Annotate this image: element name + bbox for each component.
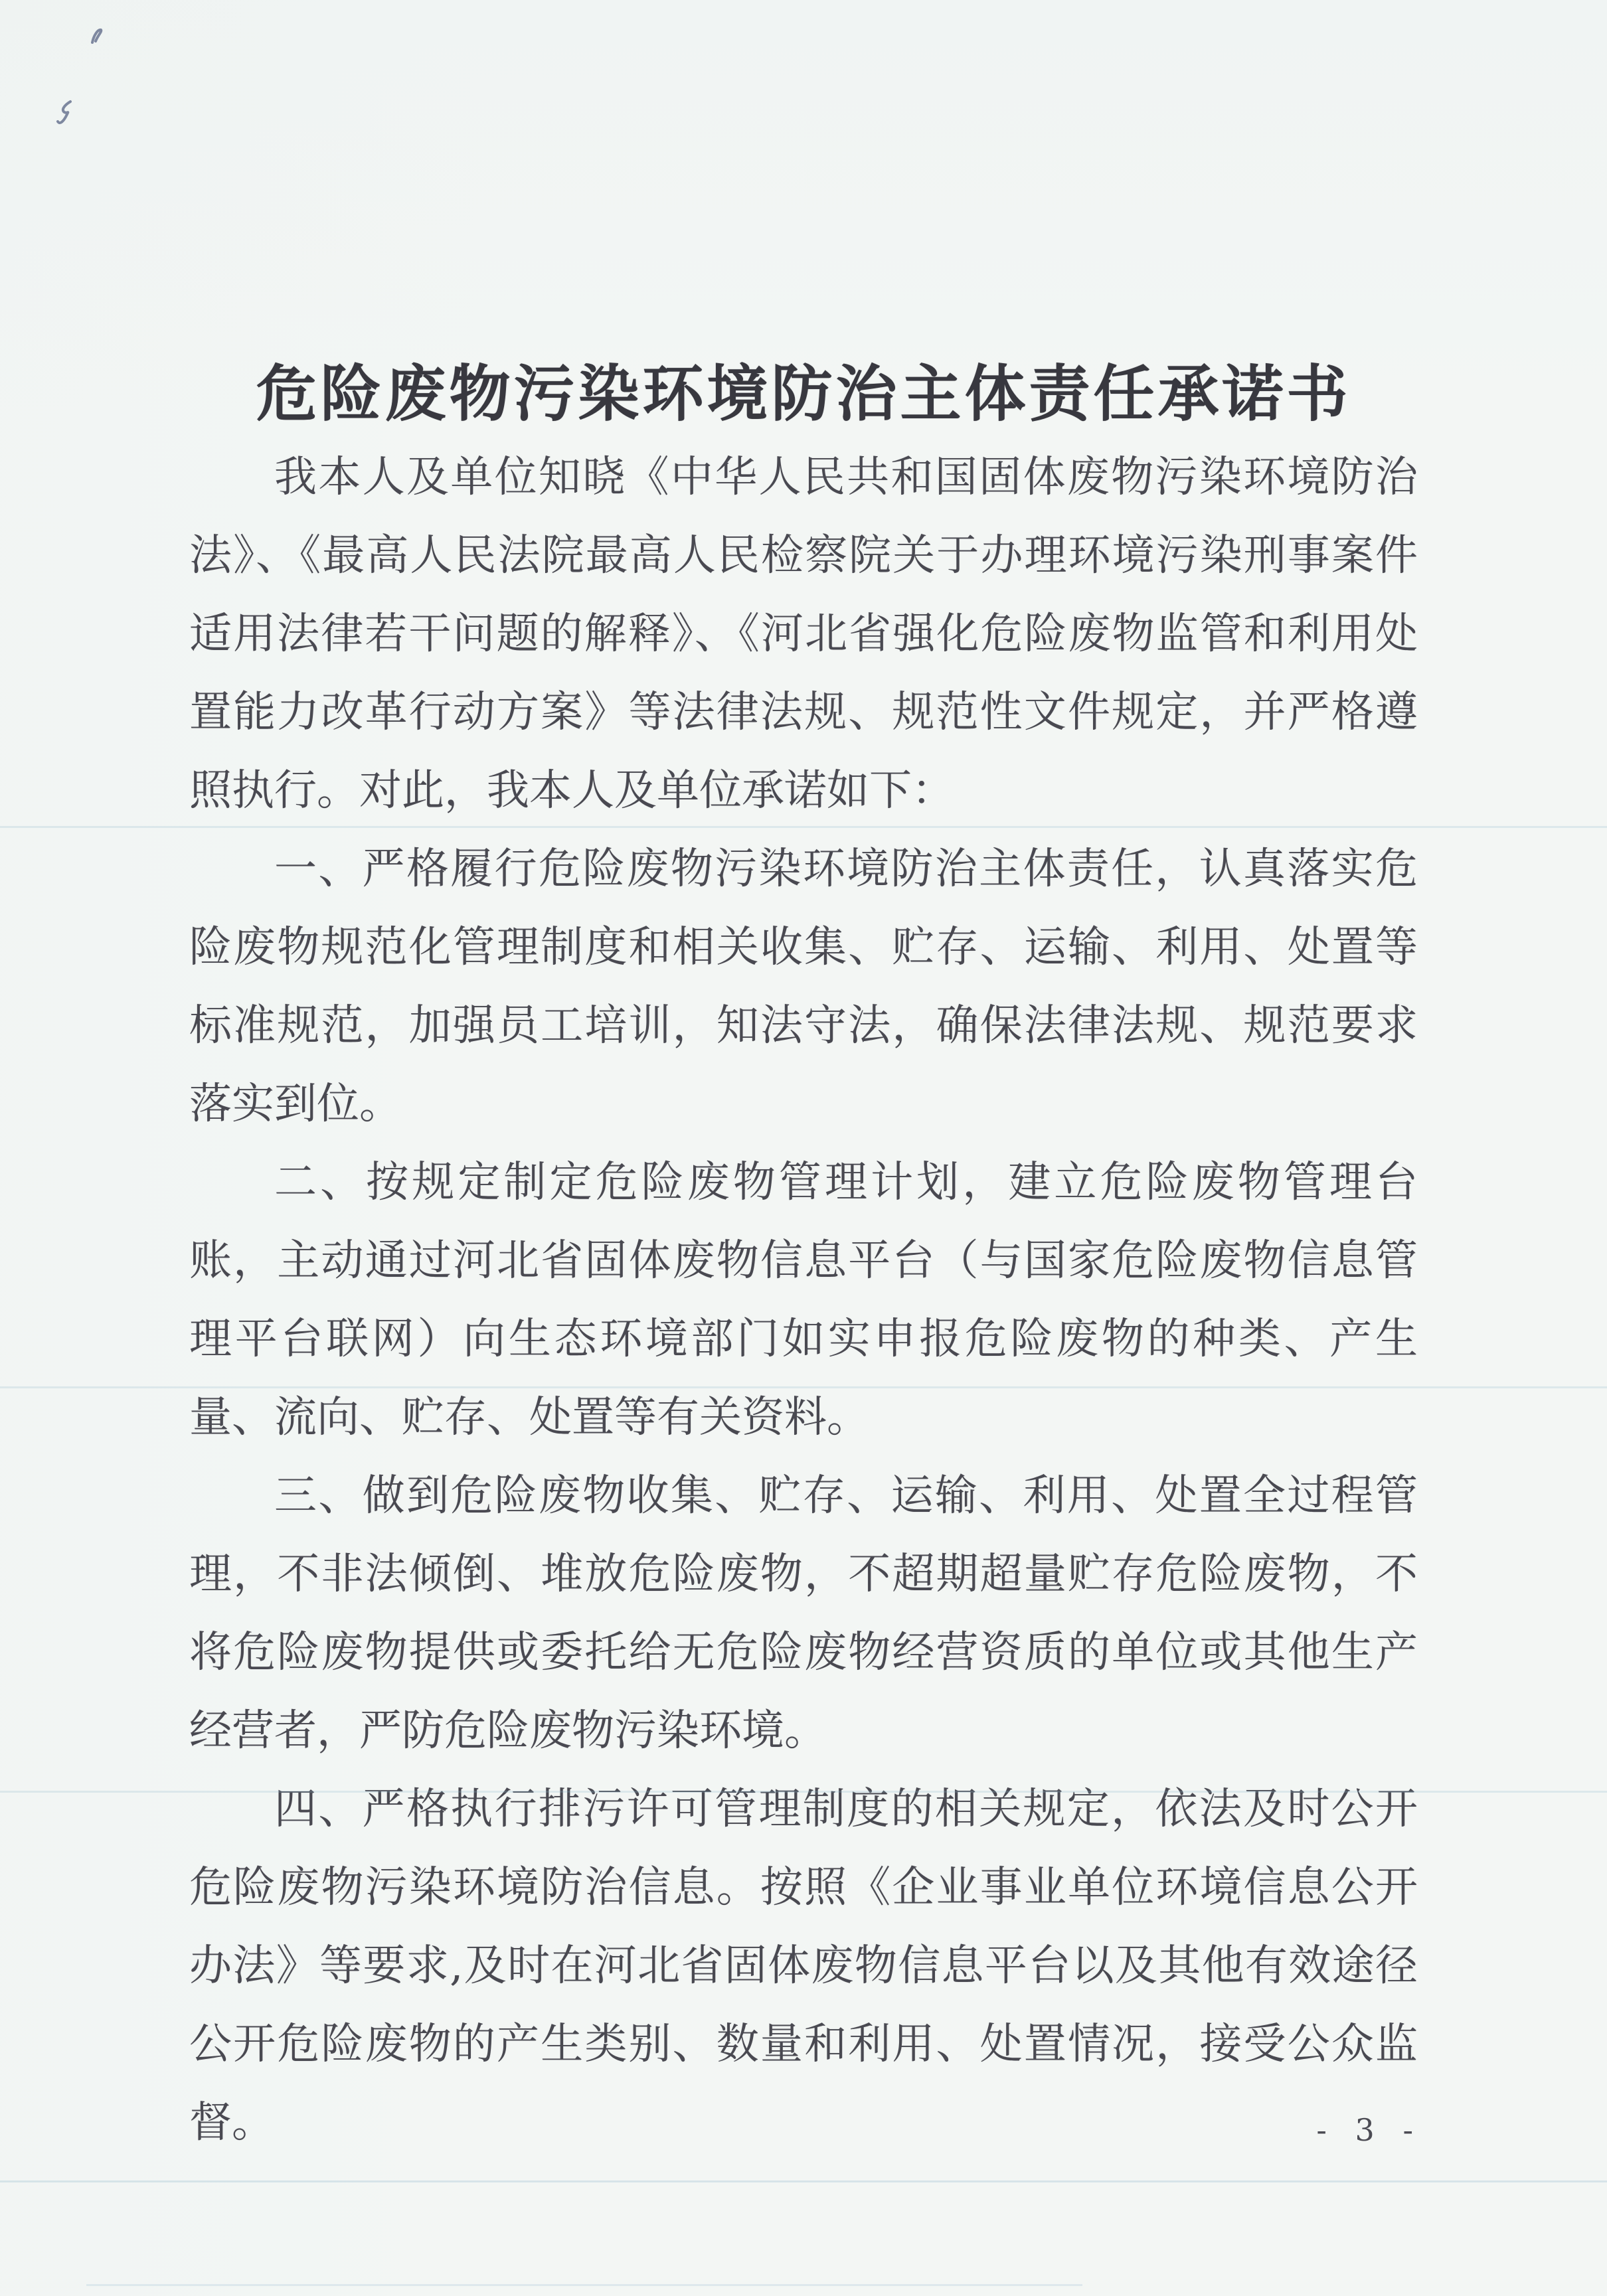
ink-mark-icon	[56, 100, 76, 127]
page-number: - 3 -	[1316, 2112, 1422, 2148]
scan-artifact-line	[0, 2180, 1607, 2182]
scan-artifact-line	[86, 2284, 1082, 2286]
scan-artifact-line	[0, 1386, 1607, 1388]
paragraph-item-4: 四、严格执行排污许可管理制度的相关规定，依法及时公开危险废物污染环境防治信息。按照《企业事业单位环境信息公开办法》等要求,及时在河北省固体废物信息平台以及其他有效途径公开危险废物的产生类别、数量和利用、处置情况，接受公众监督。	[189, 1785, 1418, 2147]
paragraph-item-2: 二、按规定制定危险废物管理计划，建立危险废物管理台账，主动通过河北省固体废物信息平台（与国家危险废物信息管理平台联网）向生态环境部门如实申报危险废物的种类、产生量、流向、贮存、处置等有关资料。	[189, 1158, 1418, 1442]
paragraph-item-3: 三、做到危险废物收集、贮存、运输、利用、处置全过程管理，不非法倾倒、堆放危险废物，不超期超量贮存危险废物，不将危险废物提供或委托给无危险废物经营资质的单位或其他生产经营者，严防危险废物污染环境。	[189, 1471, 1418, 1756]
ink-mark-icon	[88, 27, 106, 46]
scan-artifact-line	[0, 1791, 1607, 1793]
paragraph-item-1: 一、严格履行危险废物污染环境防治主体责任，认真落实危险废物规范化管理制度和相关收集、贮存、运输、利用、处置等标准规范，加强员工培训，知法守法，确保法律法规、规范要求落实到位。	[189, 845, 1418, 1129]
document-title: 危险废物污染环境防治主体责任承诺书	[256, 358, 1351, 430]
scan-artifact-line	[0, 826, 1607, 828]
document-body	[189, 438, 1418, 2162]
paragraph-intro: 我本人及单位知晓《中华人民共和国固体废物污染环境防治法》、《最高人民法院最高人民检察院关于办理环境污染刑事案件适用法律若干问题的解释》、《河北省强化危险废物监管和利用处置能力改革行动方案》等法律法规、规范性文件规定，并严格遵照执行。对此，我本人及单位承诺如下：	[189, 453, 1418, 815]
